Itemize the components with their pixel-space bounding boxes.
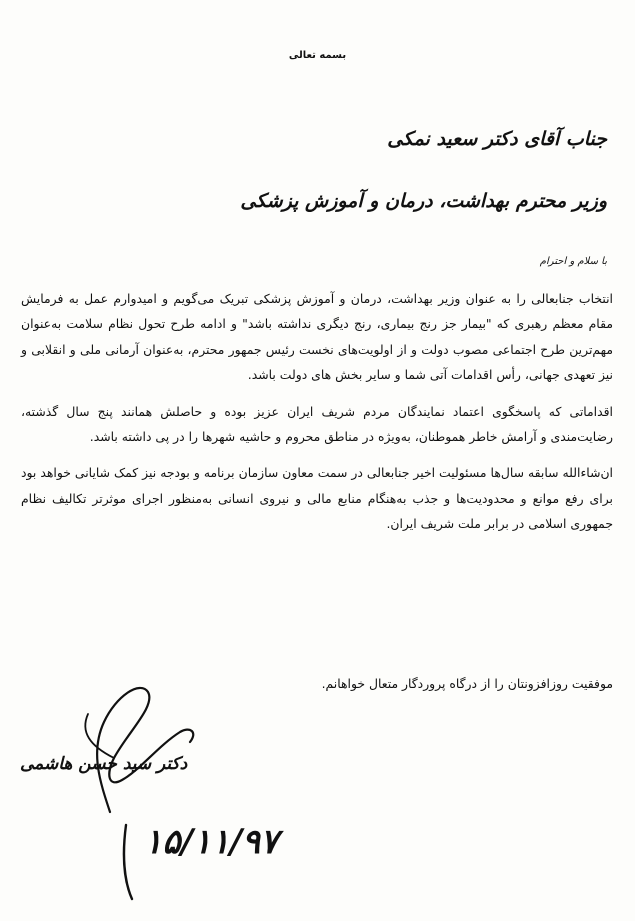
paragraph-3: ان‌شاءالله سابقه سال‌ها مسئولیت اخیر جنابعالی در سمت معاون سازمان برنامه و بودجه نیز کمک شایانی خواهد بود برای رفع موانع و محدودیت‌ها و جذب به‌هنگام منابع مالی و نیروی انسانی به‌منظور اجرای موثرتر تکالیف نظام جمهوری اسلامی در برابر ملت شریف ایران. — [21, 465, 613, 532]
salutation: جناب آقای دکتر سعید نمکی — [387, 128, 607, 150]
closing-line: موفقیت روزافزونتان را از درگاه پروردگار متعال خواهانم. — [321, 676, 613, 691]
greeting: با سلام و احترام — [539, 256, 607, 267]
paragraph-2: اقداماتی که پاسخگوی اعتماد نمایندگان مردم شریف ایران عزیز بوده و حاصلش همانند پنج سال گذشته، رضایت‌مندی و آرامش خاطر هموطنان، به‌ویژه در مناطق محروم و حاشیه شهرها را در پی داشته باشد. — [21, 403, 613, 445]
handwritten-date — [118, 795, 318, 905]
paragraph-1: انتخاب جنابعالی را به عنوان وزیر بهداشت، درمان و آموزش پزشکی تبریک می‌گویم و امیدوارم عمل به فرمایش مقام معظم رهبری که "بیمار جز رنج بیماری، رنج دیگری نداشته باشد" و ادامه طرح تحول نظام سلامت به‌عنوان مهم‌ترین طرح اجتماعی مصوب دولت و از اولویت‌های نخست رئیس جمهور محترم، به‌عنوان آرمانی ملی و انقلابی و نیز تعهدی جهانی، رأس اقدامات آتی شما و سایر بخش های دولت باشد. — [21, 291, 613, 383]
letter-header: بسمه تعالی — [288, 50, 347, 61]
letter-body — [21, 286, 613, 548]
signature-name: دکتر سید حسن هاشمی — [20, 754, 188, 774]
recipient-title: وزیر محترم بهداشت، درمان و آموزش پزشکی — [240, 190, 607, 212]
date-text: ۱۵/۱۱/۹۷ — [144, 822, 279, 862]
